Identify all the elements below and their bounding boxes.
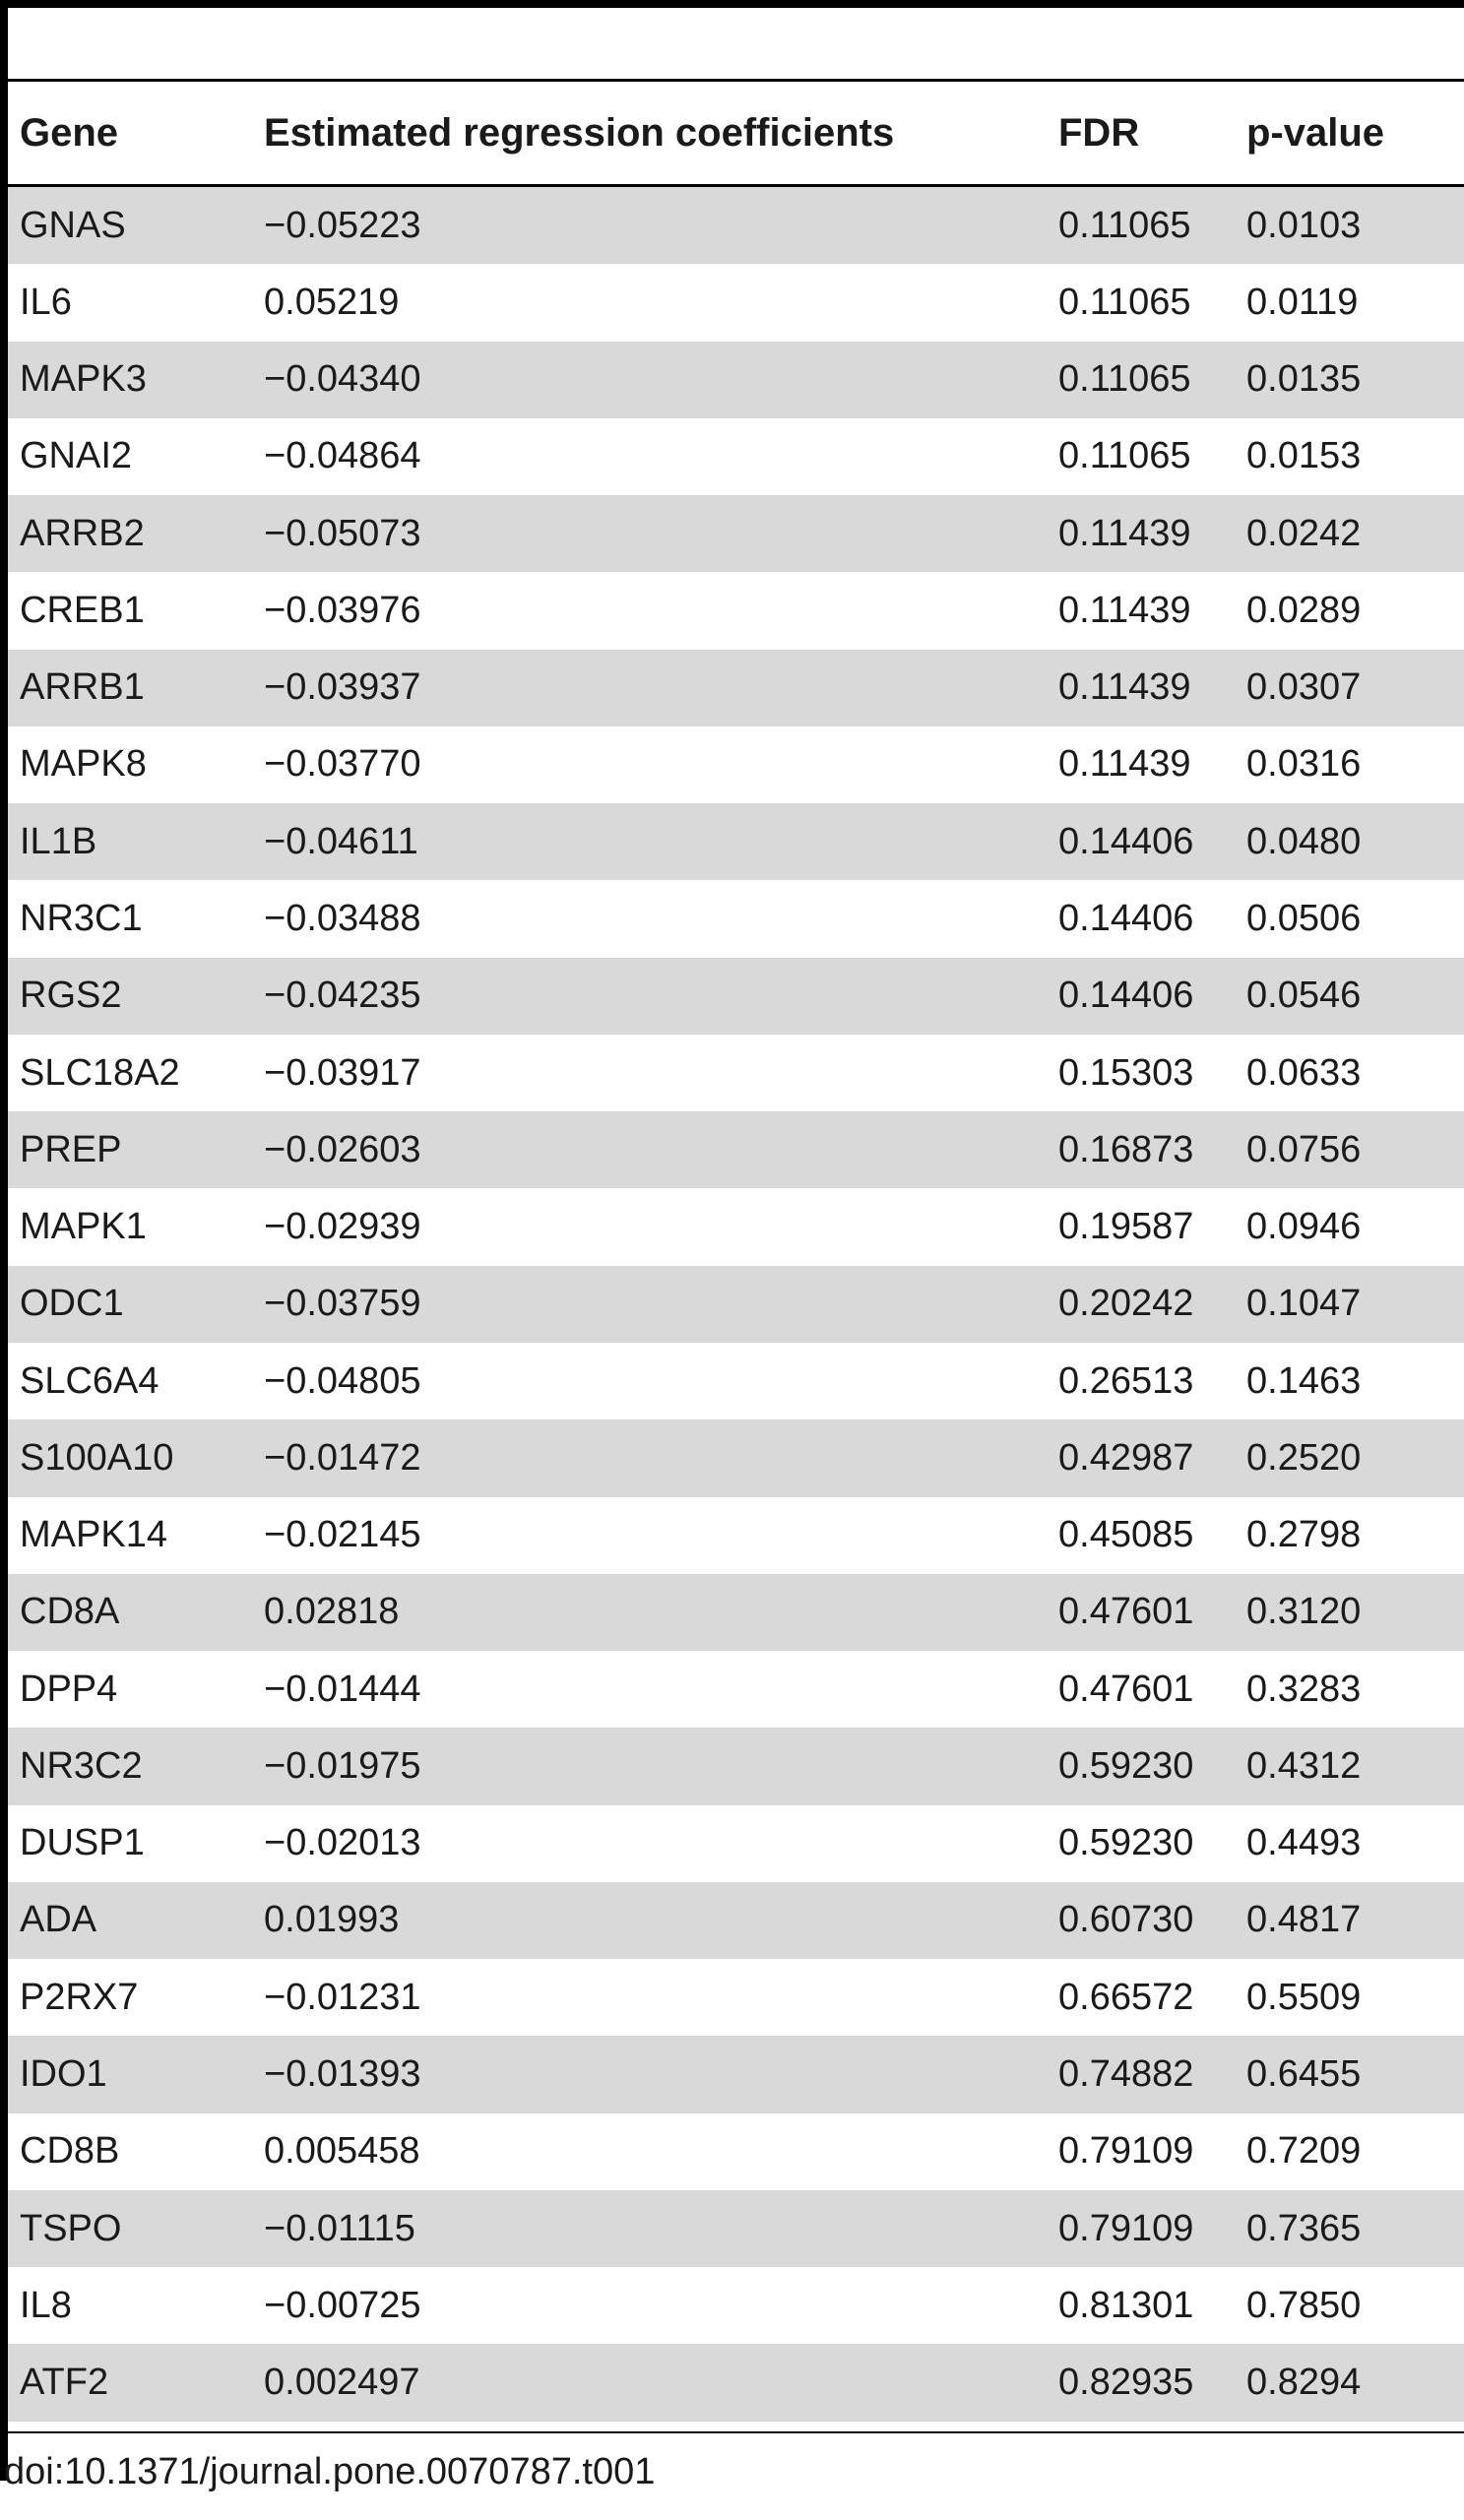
cell-coefficient: −0.03976 xyxy=(264,589,421,631)
table-row xyxy=(8,1188,1464,1265)
cell-coefficient: −0.03488 xyxy=(264,898,421,940)
cell-fdr: 0.16873 xyxy=(1058,1128,1194,1170)
table-row xyxy=(8,1419,1464,1496)
cell-pvalue: 0.0546 xyxy=(1246,975,1362,1017)
cell-pvalue: 0.0756 xyxy=(1246,1128,1362,1170)
cell-gene: NR3C2 xyxy=(20,1744,143,1787)
table-row xyxy=(8,418,1464,495)
cell-gene: DUSP1 xyxy=(20,1822,145,1864)
table-row xyxy=(8,264,1464,341)
table-top-border xyxy=(0,0,1464,8)
cell-pvalue: 0.0103 xyxy=(1246,204,1362,246)
cell-coefficient: −0.02013 xyxy=(264,1822,421,1864)
cell-pvalue: 0.3283 xyxy=(1246,1668,1362,1710)
table-row xyxy=(8,1111,1464,1188)
cell-fdr: 0.14406 xyxy=(1058,975,1194,1017)
cell-pvalue: 0.5509 xyxy=(1246,1976,1362,2018)
cell-pvalue: 0.0135 xyxy=(1246,358,1362,401)
cell-coefficient: −0.04864 xyxy=(264,435,421,477)
cell-fdr: 0.47601 xyxy=(1058,1668,1194,1710)
table-left-border xyxy=(0,0,8,2481)
cell-fdr: 0.11065 xyxy=(1058,281,1191,323)
cell-fdr: 0.74882 xyxy=(1058,2053,1194,2095)
cell-gene: RGS2 xyxy=(20,975,122,1017)
cell-gene: IDO1 xyxy=(20,2053,107,2095)
cell-fdr: 0.42987 xyxy=(1058,1436,1194,1479)
cell-coefficient: −0.02939 xyxy=(264,1206,421,1248)
cell-fdr: 0.20242 xyxy=(1058,1283,1194,1325)
cell-gene: MAPK1 xyxy=(20,1206,147,1248)
table-header-row xyxy=(8,82,1464,184)
cell-fdr: 0.15303 xyxy=(1058,1051,1194,1094)
cell-pvalue: 0.0506 xyxy=(1246,898,1362,940)
cell-pvalue: 0.4817 xyxy=(1246,1899,1362,1941)
cell-fdr: 0.14406 xyxy=(1058,898,1194,940)
cell-pvalue: 0.3120 xyxy=(1246,1591,1362,1633)
table-row xyxy=(8,880,1464,957)
cell-pvalue: 0.7365 xyxy=(1246,2207,1362,2249)
cell-coefficient: −0.03937 xyxy=(264,666,421,709)
cell-fdr: 0.11439 xyxy=(1058,666,1191,709)
cell-pvalue: 0.0480 xyxy=(1246,820,1362,862)
cell-fdr: 0.19587 xyxy=(1058,1206,1194,1248)
cell-pvalue: 0.0119 xyxy=(1246,281,1359,323)
table-row xyxy=(8,1882,1464,1959)
cell-coefficient: 0.01993 xyxy=(264,1899,400,1941)
cell-coefficient: −0.04805 xyxy=(264,1359,421,1402)
cell-coefficient: 0.02818 xyxy=(264,1591,400,1633)
cell-gene: IL1B xyxy=(20,820,97,862)
table-row xyxy=(8,2267,1464,2344)
cell-gene: IL6 xyxy=(20,281,72,323)
cell-pvalue: 0.0153 xyxy=(1246,435,1362,477)
cell-gene: CD8A xyxy=(20,1591,120,1633)
table-row xyxy=(8,1574,1464,1651)
cell-fdr: 0.11439 xyxy=(1058,743,1191,786)
header-fdr: FDR xyxy=(1058,110,1140,155)
cell-fdr: 0.60730 xyxy=(1058,1899,1194,1941)
cell-pvalue: 0.6455 xyxy=(1246,2053,1362,2095)
cell-coefficient: 0.05219 xyxy=(264,281,400,323)
cell-pvalue: 0.7850 xyxy=(1246,2284,1362,2326)
table-row xyxy=(8,1959,1464,2036)
table-row xyxy=(8,2344,1464,2421)
cell-coefficient: −0.04340 xyxy=(264,358,421,401)
cell-fdr: 0.14406 xyxy=(1058,820,1194,862)
cell-pvalue: 0.4312 xyxy=(1246,1744,1362,1787)
table-row xyxy=(8,1651,1464,1728)
cell-coefficient: −0.01444 xyxy=(264,1668,421,1710)
cell-pvalue: 0.0289 xyxy=(1246,589,1362,631)
table-row xyxy=(8,2113,1464,2190)
cell-coefficient: 0.005458 xyxy=(264,2130,420,2173)
cell-gene: MAPK8 xyxy=(20,743,147,786)
cell-pvalue: 0.2520 xyxy=(1246,1436,1362,1479)
table-row xyxy=(8,572,1464,649)
cell-fdr: 0.26513 xyxy=(1058,1359,1194,1402)
cell-gene: MAPK3 xyxy=(20,358,147,401)
cell-gene: NR3C1 xyxy=(20,898,143,940)
table-row xyxy=(8,2036,1464,2112)
table-row xyxy=(8,1035,1464,1111)
cell-gene: ARRB1 xyxy=(20,666,145,709)
table-footnote-doi: doi:10.1371/journal.pone.0070787.t001 xyxy=(4,2451,656,2492)
cell-coefficient: −0.05073 xyxy=(264,512,421,554)
cell-fdr: 0.81301 xyxy=(1058,2284,1194,2326)
cell-fdr: 0.59230 xyxy=(1058,1822,1194,1864)
cell-pvalue: 0.0946 xyxy=(1246,1206,1362,1248)
table-row xyxy=(8,2190,1464,2267)
cell-pvalue: 0.7209 xyxy=(1246,2130,1362,2173)
cell-pvalue: 0.0242 xyxy=(1246,512,1362,554)
cell-pvalue: 0.0307 xyxy=(1246,666,1362,709)
cell-coefficient: −0.01115 xyxy=(264,2207,415,2249)
header-pvalue: p-value xyxy=(1246,110,1385,155)
cell-pvalue: 0.1463 xyxy=(1246,1359,1362,1402)
cell-coefficient: −0.03770 xyxy=(264,743,421,786)
table-row xyxy=(8,803,1464,880)
table-bottom-rule xyxy=(8,2431,1464,2433)
cell-coefficient: −0.04235 xyxy=(264,975,421,1017)
cell-fdr: 0.11439 xyxy=(1058,589,1191,631)
cell-coefficient: −0.01975 xyxy=(264,1744,421,1787)
cell-coefficient: −0.03759 xyxy=(264,1283,421,1325)
cell-pvalue: 0.1047 xyxy=(1246,1283,1362,1325)
cell-pvalue: 0.0633 xyxy=(1246,1051,1362,1094)
cell-fdr: 0.11065 xyxy=(1058,358,1191,401)
cell-pvalue: 0.2798 xyxy=(1246,1514,1362,1556)
cell-fdr: 0.59230 xyxy=(1058,1744,1194,1787)
cell-gene: PREP xyxy=(20,1128,122,1170)
cell-gene: CD8B xyxy=(20,2130,120,2173)
cell-coefficient: −0.01231 xyxy=(264,1976,421,2018)
cell-fdr: 0.79109 xyxy=(1058,2207,1194,2249)
cell-coefficient: −0.01472 xyxy=(264,1436,421,1479)
cell-gene: ADA xyxy=(20,1899,97,1941)
cell-pvalue: 0.4493 xyxy=(1246,1822,1362,1864)
header-gene: Gene xyxy=(20,110,119,155)
cell-gene: IL8 xyxy=(20,2284,72,2326)
cell-coefficient: −0.00725 xyxy=(264,2284,421,2326)
cell-fdr: 0.11065 xyxy=(1058,435,1191,477)
cell-gene: GNAI2 xyxy=(20,435,133,477)
cell-gene: CREB1 xyxy=(20,589,145,631)
table-body xyxy=(8,187,1464,2422)
cell-gene: GNAS xyxy=(20,204,126,246)
cell-pvalue: 0.8294 xyxy=(1246,2362,1362,2404)
table-row xyxy=(8,1266,1464,1343)
cell-pvalue: 0.0316 xyxy=(1246,743,1362,786)
cell-coefficient: −0.02603 xyxy=(264,1128,421,1170)
cell-gene: ATF2 xyxy=(20,2362,109,2404)
table-row xyxy=(8,187,1464,264)
table-row xyxy=(8,1497,1464,1574)
cell-coefficient: −0.02145 xyxy=(264,1514,421,1556)
cell-fdr: 0.11439 xyxy=(1058,512,1191,554)
cell-gene: SLC6A4 xyxy=(20,1359,159,1402)
table-row xyxy=(8,1728,1464,1804)
cell-gene: SLC18A2 xyxy=(20,1051,180,1094)
cell-coefficient: −0.01393 xyxy=(264,2053,421,2095)
cell-coefficient: −0.05223 xyxy=(264,204,421,246)
header-coefficients: Estimated regression coefficients xyxy=(264,110,895,155)
cell-gene: TSPO xyxy=(20,2207,122,2249)
cell-fdr: 0.82935 xyxy=(1058,2362,1194,2404)
cell-gene: ODC1 xyxy=(20,1283,124,1325)
cell-coefficient: −0.03917 xyxy=(264,1051,421,1094)
cell-gene: P2RX7 xyxy=(20,1976,139,2018)
cell-gene: MAPK14 xyxy=(20,1514,167,1556)
table-row xyxy=(8,1805,1464,1882)
table-row xyxy=(8,726,1464,803)
cell-fdr: 0.79109 xyxy=(1058,2130,1194,2173)
cell-fdr: 0.45085 xyxy=(1058,1514,1194,1556)
table-row xyxy=(8,958,1464,1035)
table-row xyxy=(8,1343,1464,1419)
cell-coefficient: 0.002497 xyxy=(264,2362,420,2404)
cell-fdr: 0.66572 xyxy=(1058,1976,1194,2018)
cell-fdr: 0.47601 xyxy=(1058,1591,1194,1633)
table-row xyxy=(8,495,1464,572)
cell-fdr: 0.11065 xyxy=(1058,204,1191,246)
cell-gene: DPP4 xyxy=(20,1668,118,1710)
table-row xyxy=(8,342,1464,418)
table-row xyxy=(8,650,1464,726)
cell-gene: ARRB2 xyxy=(20,512,145,554)
cell-coefficient: −0.04611 xyxy=(264,820,418,862)
cell-gene: S100A10 xyxy=(20,1436,174,1479)
